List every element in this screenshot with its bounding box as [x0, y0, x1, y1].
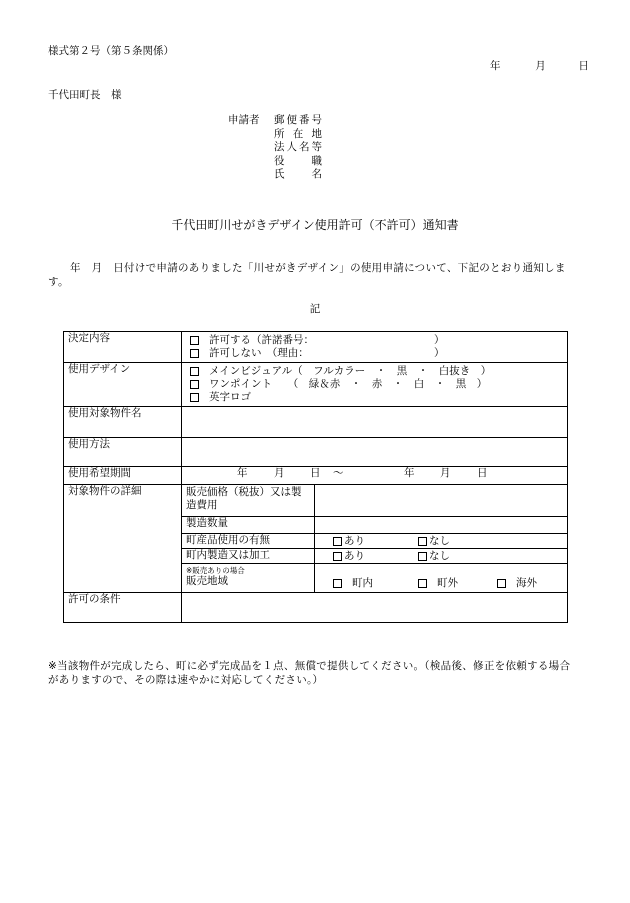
row-period: [64, 467, 568, 485]
row-design: [64, 363, 568, 407]
row-decision: [64, 332, 568, 363]
target-item-field[interactable]: [182, 407, 568, 438]
local-use-label: 町産品使用の有無: [182, 534, 315, 549]
checkbox-icon[interactable]: [190, 367, 199, 376]
date-month: 月: [535, 60, 546, 72]
field-postal-code: 郵 便 番 号: [274, 114, 322, 126]
price-field[interactable]: [315, 485, 568, 517]
checkbox-icon[interactable]: [190, 380, 199, 389]
qty-field[interactable]: [315, 517, 568, 534]
form-number: 様式第２号（第５条関係）: [48, 45, 174, 57]
option-deny[interactable]: 許可しない （理由： ）: [190, 347, 563, 360]
sales-in-town[interactable]: 町内: [333, 577, 373, 590]
period-label: 使用希望期間: [64, 467, 182, 485]
checkbox-icon[interactable]: [333, 579, 342, 588]
field-corporate-name: 法 人 名 等: [274, 141, 322, 153]
applicant-label: 申請者: [228, 114, 260, 126]
checkbox-icon[interactable]: [190, 393, 199, 402]
field-name: 氏 名: [274, 168, 322, 180]
local-make-no[interactable]: なし: [418, 550, 450, 563]
method-label: 使用方法: [64, 438, 182, 467]
issue-date: [490, 60, 589, 73]
decision-label: 決定内容: [64, 332, 182, 363]
field-address: 所 在 地: [274, 127, 322, 140]
target-item-label: 使用対象物件名: [64, 407, 182, 438]
qty-label: 製造数量: [182, 517, 315, 534]
sales-overseas[interactable]: 海外: [497, 577, 537, 590]
footnote: ※当該物件が完成したら、町に必ず完成品を１点、無償で提供してください。（検品後、修正を依頼する場合がありますので、その際は速やかに対応してください。）: [48, 660, 571, 686]
permit-table: [63, 331, 568, 623]
details-label: 対象物件の詳細: [64, 485, 182, 593]
conditions-field[interactable]: [182, 593, 568, 623]
checkbox-icon[interactable]: [418, 579, 427, 588]
option-english-logo[interactable]: 英字ロゴ: [190, 391, 563, 404]
field-position: 役 職: [274, 154, 322, 167]
body-text: 年 月 日付けで申請のありました「川せがきデザイン」の使用申請について、下記のとおり通知します。: [48, 262, 566, 288]
option-main-visual[interactable]: メインビジュアル（ フルカラー ・ 黒 ・ 白抜き ）: [190, 365, 563, 378]
local-make-label: 町内製造又は加工: [182, 549, 315, 564]
applicant-block: [228, 114, 322, 182]
conditions-label: 許可の条件: [64, 593, 182, 623]
option-permit[interactable]: 許可する（許諾番号： ）: [190, 334, 563, 347]
sales-out-town[interactable]: 町外: [418, 577, 458, 590]
row-details-price: [64, 485, 568, 517]
row-method: [64, 438, 568, 467]
document-title: 千代田町川せがきデザイン使用許可（不許可）通知書: [171, 218, 459, 232]
row-conditions: [64, 593, 568, 623]
addressee: 千代田町長 様: [48, 89, 122, 101]
ki-heading: 記: [309, 303, 321, 315]
period-field[interactable]: 年 月 日 ～ 年 月 日: [182, 467, 568, 485]
sales-note: ※販売ありの場合: [186, 566, 245, 575]
checkbox-icon[interactable]: [333, 537, 342, 546]
checkbox-icon[interactable]: [333, 552, 342, 561]
checkbox-icon[interactable]: [418, 552, 427, 561]
local-make-yes[interactable]: あり: [333, 550, 365, 563]
date-year: 年: [490, 60, 501, 72]
checkbox-icon[interactable]: [418, 537, 427, 546]
option-one-point[interactable]: ワンポイント （ 緑＆赤 ・ 赤 ・ 白 ・ 黒 ）: [190, 378, 563, 391]
row-target-item: [64, 407, 568, 438]
sales-area-label: 販売地域: [186, 575, 228, 587]
design-label: 使用デザイン: [64, 363, 182, 407]
checkbox-icon[interactable]: [190, 336, 199, 345]
local-use-yes[interactable]: あり: [333, 535, 365, 548]
checkbox-icon[interactable]: [497, 579, 506, 588]
local-use-no[interactable]: なし: [418, 535, 450, 548]
method-field[interactable]: [182, 438, 568, 467]
date-day: 日: [578, 60, 589, 72]
checkbox-icon[interactable]: [190, 349, 199, 358]
price-label: 販売価格（税抜）又は製造費用: [182, 485, 315, 517]
